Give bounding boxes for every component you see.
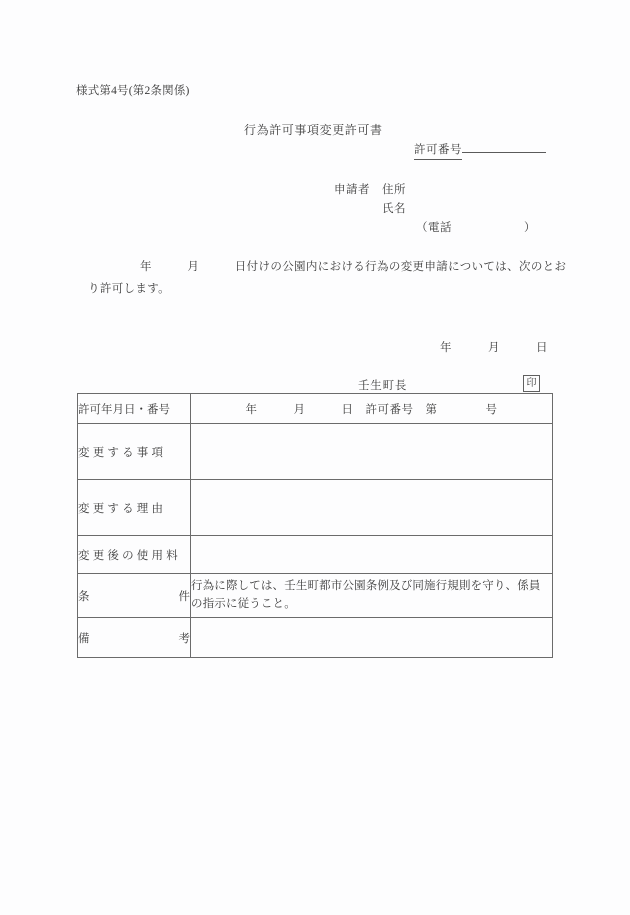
table-row bbox=[78, 480, 553, 536]
row-label-fee-after-change bbox=[78, 536, 191, 574]
row-label-text-left: 備 bbox=[78, 632, 90, 645]
row-value-fee-after-change[interactable] bbox=[191, 536, 553, 574]
row-label-permit-date-number bbox=[78, 394, 191, 424]
document-title: 行為許可事項変更許可書 bbox=[244, 123, 383, 137]
table-row bbox=[78, 394, 553, 424]
change-permit-table bbox=[77, 393, 553, 658]
row-label-text: 変更する事項 bbox=[78, 446, 167, 459]
row-value-permit-date-number[interactable] bbox=[191, 394, 553, 424]
table-row bbox=[78, 536, 553, 574]
row-label-text-left: 条 bbox=[78, 590, 90, 603]
seal-stamp-box: 印 bbox=[523, 375, 540, 392]
row-label-text: 許可年月日・番号 bbox=[78, 403, 170, 416]
applicant-label: 申請者 bbox=[334, 184, 370, 196]
permit-number-label: 許可番号 bbox=[414, 141, 462, 160]
applicant-phone-label: （電話 ） bbox=[416, 222, 536, 234]
row-label-conditions bbox=[78, 574, 191, 618]
table-row bbox=[78, 574, 553, 618]
row-label-text: 変更する理由 bbox=[78, 502, 167, 515]
row-value-text: 年 月 日 許可番号 第 号 bbox=[245, 403, 498, 416]
row-value-conditions[interactable] bbox=[191, 574, 553, 618]
row-label-text: 変更後の使用料 bbox=[78, 549, 181, 562]
form-number: 様式第4号(第2条関係) bbox=[76, 85, 190, 97]
row-label-remarks bbox=[78, 618, 191, 658]
row-value-text: 行為に際しては、壬生町都市公園条例及び同施行規則を守り、係員の指示に従うこと。 bbox=[191, 580, 541, 610]
row-value-change-reason[interactable] bbox=[191, 480, 553, 536]
row-label-text-right: 考 bbox=[178, 632, 190, 645]
issuer-name: 壬生町長 bbox=[358, 380, 408, 392]
body-paragraph-line-2: り許可します。 bbox=[88, 283, 171, 295]
issue-date-line: 年 月 日 bbox=[440, 342, 548, 354]
row-label-change-reason bbox=[78, 480, 191, 536]
row-value-remarks[interactable] bbox=[191, 618, 553, 658]
permit-number-input-blank[interactable] bbox=[462, 150, 546, 153]
applicant-address-label: 住所 bbox=[382, 184, 406, 196]
row-label-text-right: 件 bbox=[178, 590, 190, 603]
permit-number-line bbox=[414, 141, 546, 160]
row-label-change-items bbox=[78, 424, 191, 480]
row-value-change-items[interactable] bbox=[191, 424, 553, 480]
applicant-name-label: 氏名 bbox=[382, 203, 406, 215]
table-row bbox=[78, 424, 553, 480]
body-paragraph-line-1: 年 月 日付けの公園内における行為の変更申請については、次のとお bbox=[140, 261, 567, 273]
table-row bbox=[78, 618, 553, 658]
